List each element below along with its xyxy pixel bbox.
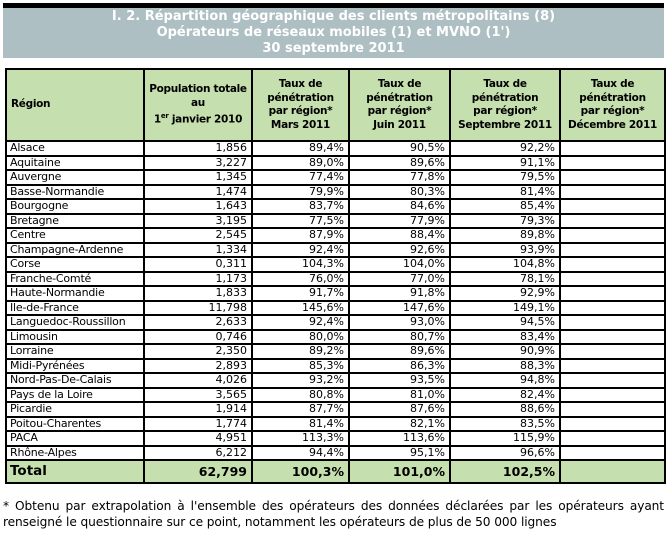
cell-population: 1,833 (144, 286, 252, 301)
cell-decembre2011 (560, 330, 665, 345)
table-title-banner (3, 8, 664, 58)
cell-decembre2011 (560, 170, 665, 185)
cell-decembre2011 (560, 141, 665, 156)
column-header-juin2011: Taux de pénétration par région* Juin 2011 (349, 69, 450, 141)
cell-region: Centre (6, 228, 144, 243)
cell-region: Ile-de-France (6, 301, 144, 316)
cell-mars2011: 92,4% (252, 243, 349, 258)
cell-juin2011: 101,0% (349, 460, 450, 483)
cell-region: Pays de la Loire (6, 388, 144, 403)
cell-population: 0,746 (144, 330, 252, 345)
cell-juin2011: 89,6% (349, 344, 450, 359)
cell-septembre2011: 83,5% (450, 417, 560, 432)
cell-decembre2011 (560, 388, 665, 403)
cell-mars2011: 81,4% (252, 417, 349, 432)
cell-population: 0,311 (144, 257, 252, 272)
cell-septembre2011: 93,9% (450, 243, 560, 258)
table-row (6, 330, 665, 345)
cell-septembre2011: 82,4% (450, 388, 560, 403)
cell-septembre2011: 88,6% (450, 402, 560, 417)
table-row (6, 315, 665, 330)
cell-population: 1,643 (144, 199, 252, 214)
cell-septembre2011: 79,5% (450, 170, 560, 185)
cell-mars2011: 83,7% (252, 199, 349, 214)
cell-juin2011: 77,0% (349, 272, 450, 287)
column-header-population: Population totale au 1er janvier 2010 (144, 69, 252, 141)
cell-juin2011: 113,6% (349, 431, 450, 446)
cell-septembre2011: 83,4% (450, 330, 560, 345)
cell-mars2011: 89,2% (252, 344, 349, 359)
cell-population: 4,026 (144, 373, 252, 388)
cell-population: 3,227 (144, 156, 252, 171)
cell-mars2011: 94,4% (252, 446, 349, 461)
cell-decembre2011 (560, 272, 665, 287)
cell-population: 2,350 (144, 344, 252, 359)
cell-region: Corse (6, 257, 144, 272)
cell-decembre2011 (560, 315, 665, 330)
cell-region: Haute-Normandie (6, 286, 144, 301)
cell-decembre2011 (560, 402, 665, 417)
cell-juin2011: 93,5% (349, 373, 450, 388)
cell-population: 1,774 (144, 417, 252, 432)
cell-mars2011: 85,3% (252, 359, 349, 374)
table-row (6, 301, 665, 316)
cell-septembre2011: 92,9% (450, 286, 560, 301)
cell-region: Limousin (6, 330, 144, 345)
cell-septembre2011: 94,8% (450, 373, 560, 388)
cell-juin2011: 77,9% (349, 214, 450, 229)
cell-region: Alsace (6, 141, 144, 156)
table-row (6, 402, 665, 417)
banner-line-operators: Opérateurs de réseaux mobiles (1) et MVNO (1') (156, 25, 511, 40)
table-row (6, 228, 665, 243)
cell-juin2011: 81,0% (349, 388, 450, 403)
cell-decembre2011 (560, 257, 665, 272)
cell-population: 2,633 (144, 315, 252, 330)
cell-population: 11,798 (144, 301, 252, 316)
cell-region: Languedoc-Roussillon (6, 315, 144, 330)
cell-juin2011: 91,8% (349, 286, 450, 301)
cell-region: Aquitaine (6, 156, 144, 171)
cell-juin2011: 77,8% (349, 170, 450, 185)
cell-decembre2011 (560, 460, 665, 483)
cell-region: Auvergne (6, 170, 144, 185)
cell-decembre2011 (560, 431, 665, 446)
cell-decembre2011 (560, 344, 665, 359)
table-row (6, 359, 665, 374)
cell-population: 62,799 (144, 460, 252, 483)
cell-septembre2011: 88,3% (450, 359, 560, 374)
cell-septembre2011: 79,3% (450, 214, 560, 229)
cell-decembre2011 (560, 243, 665, 258)
cell-mars2011: 79,9% (252, 185, 349, 200)
cell-juin2011: 80,3% (349, 185, 450, 200)
cell-region: Lorraine (6, 344, 144, 359)
cell-population: 3,195 (144, 214, 252, 229)
cell-population: 1,345 (144, 170, 252, 185)
table-row (6, 257, 665, 272)
table-row (6, 388, 665, 403)
cell-mars2011: 80,0% (252, 330, 349, 345)
cell-septembre2011: 104,8% (450, 257, 560, 272)
cell-mars2011: 87,7% (252, 402, 349, 417)
cell-mars2011: 77,5% (252, 214, 349, 229)
cell-septembre2011: 149,1% (450, 301, 560, 316)
table-row (6, 373, 665, 388)
cell-decembre2011 (560, 301, 665, 316)
cell-decembre2011 (560, 373, 665, 388)
cell-juin2011: 147,6% (349, 301, 450, 316)
cell-decembre2011 (560, 286, 665, 301)
cell-mars2011: 92,4% (252, 315, 349, 330)
cell-population: 2,893 (144, 359, 252, 374)
table-row (6, 446, 665, 461)
footnote: * Obtenu par extrapolation à l'ensemble des opérateurs des données déclarées par les opérateurs ayant renseigné le questionnaire sur ce point, notamment les opérateurs de plus de 50 000 lignes (3, 499, 664, 529)
cell-population: 1,474 (144, 185, 252, 200)
cell-decembre2011 (560, 185, 665, 200)
banner-line-title: I. 2. Répartition géographique des clients métropolitains (8) (111, 9, 556, 24)
table-row (6, 243, 665, 258)
cell-population: 1,856 (144, 141, 252, 156)
cell-septembre2011: 81,4% (450, 185, 560, 200)
cell-region: Bourgogne (6, 199, 144, 214)
cell-region: Bretagne (6, 214, 144, 229)
cell-mars2011: 89,4% (252, 141, 349, 156)
cell-septembre2011: 89,8% (450, 228, 560, 243)
cell-juin2011: 104,0% (349, 257, 450, 272)
cell-population: 1,173 (144, 272, 252, 287)
column-header-septembre2011: Taux de pénétration par région* Septembre 2011 (450, 69, 560, 141)
cell-decembre2011 (560, 417, 665, 432)
cell-region: Franche-Comté (6, 272, 144, 287)
cell-region: Champagne-Ardenne (6, 243, 144, 258)
cell-juin2011: 88,4% (349, 228, 450, 243)
cell-mars2011: 104,3% (252, 257, 349, 272)
table-row (6, 214, 665, 229)
cell-septembre2011: 94,5% (450, 315, 560, 330)
cell-region: Midi-Pyrénées (6, 359, 144, 374)
cell-juin2011: 86,3% (349, 359, 450, 374)
cell-population: 3,565 (144, 388, 252, 403)
cell-decembre2011 (560, 228, 665, 243)
cell-region: Picardie (6, 402, 144, 417)
cell-septembre2011: 102,5% (450, 460, 560, 483)
cell-mars2011: 93,2% (252, 373, 349, 388)
cell-region: Rhône-Alpes (6, 446, 144, 461)
table-row (6, 199, 665, 214)
cell-decembre2011 (560, 199, 665, 214)
cell-juin2011: 80,7% (349, 330, 450, 345)
cell-region: Basse-Normandie (6, 185, 144, 200)
cell-population: 6,212 (144, 446, 252, 461)
cell-juin2011: 93,0% (349, 315, 450, 330)
cell-juin2011: 89,6% (349, 156, 450, 171)
cell-mars2011: 100,3% (252, 460, 349, 483)
cell-mars2011: 89,0% (252, 156, 349, 171)
table-row (6, 156, 665, 171)
cell-mars2011: 145,6% (252, 301, 349, 316)
cell-juin2011: 82,1% (349, 417, 450, 432)
cell-region: PACA (6, 431, 144, 446)
cell-septembre2011: 115,9% (450, 431, 560, 446)
cell-septembre2011: 91,1% (450, 156, 560, 171)
table-row (6, 344, 665, 359)
cell-septembre2011: 78,1% (450, 272, 560, 287)
table-header-row (6, 69, 665, 141)
cell-region: Nord-Pas-De-Calais (6, 373, 144, 388)
cell-mars2011: 76,0% (252, 272, 349, 287)
cell-juin2011: 90,5% (349, 141, 450, 156)
cell-population: 2,545 (144, 228, 252, 243)
cell-mars2011: 113,3% (252, 431, 349, 446)
table-row (6, 272, 665, 287)
cell-mars2011: 87,9% (252, 228, 349, 243)
cell-juin2011: 92,6% (349, 243, 450, 258)
table-row (6, 185, 665, 200)
cell-septembre2011: 90,9% (450, 344, 560, 359)
penetration-rate-table (5, 68, 666, 484)
cell-septembre2011: 92,2% (450, 141, 560, 156)
column-header-mars2011: Taux de pénétration par région* Mars 2011 (252, 69, 349, 141)
cell-population: 1,334 (144, 243, 252, 258)
cell-septembre2011: 96,6% (450, 446, 560, 461)
column-header-region: Région (6, 69, 144, 141)
cell-mars2011: 77,4% (252, 170, 349, 185)
column-header-decembre2011: Taux de pénétration par région* Décembre 2011 (560, 69, 665, 141)
cell-region: Total (6, 460, 144, 483)
table-total-row (6, 460, 665, 483)
cell-juin2011: 87,6% (349, 402, 450, 417)
table-row (6, 417, 665, 432)
cell-juin2011: 84,6% (349, 199, 450, 214)
cell-mars2011: 80,8% (252, 388, 349, 403)
table-row (6, 286, 665, 301)
cell-population: 1,914 (144, 402, 252, 417)
cell-septembre2011: 85,4% (450, 199, 560, 214)
cell-population: 4,951 (144, 431, 252, 446)
cell-region: Poitou-Charentes (6, 417, 144, 432)
cell-decembre2011 (560, 446, 665, 461)
cell-decembre2011 (560, 214, 665, 229)
cell-juin2011: 95,1% (349, 446, 450, 461)
banner-line-date: 30 septembre 2011 (262, 41, 405, 56)
table-row (6, 170, 665, 185)
table-row (6, 431, 665, 446)
cell-mars2011: 91,7% (252, 286, 349, 301)
cell-decembre2011 (560, 359, 665, 374)
table-row (6, 141, 665, 156)
cell-decembre2011 (560, 156, 665, 171)
